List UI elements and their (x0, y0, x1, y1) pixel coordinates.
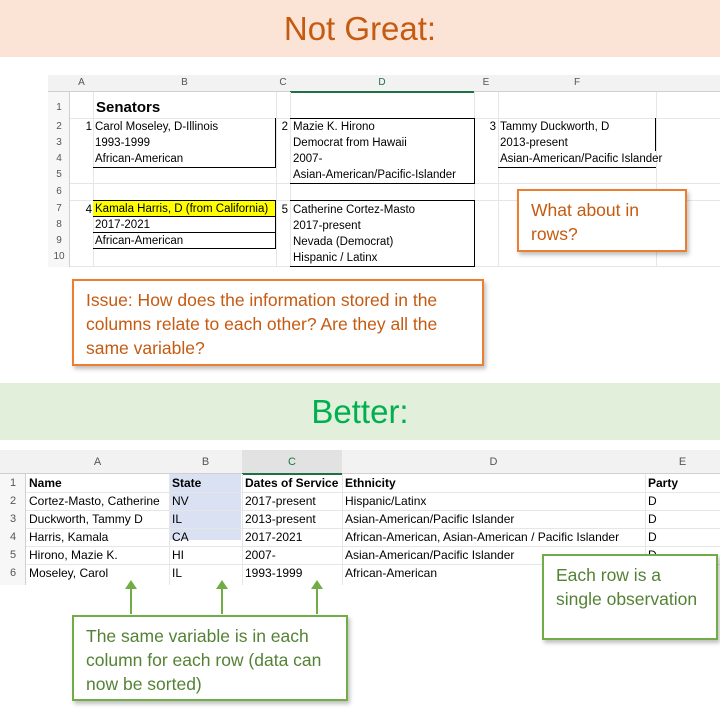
block3-line2[interactable]: 2013-present (500, 137, 568, 149)
rows-question-text: What about in rows? (531, 200, 639, 244)
cell-border (275, 118, 276, 168)
row-header-5[interactable]: 5 (56, 169, 62, 180)
cell-name[interactable]: Cortez-Masto, Catherine (29, 494, 160, 508)
cell-border (474, 200, 475, 267)
same-variable-callout (72, 615, 348, 701)
col-header-e[interactable]: E (482, 77, 490, 88)
col-header-a[interactable]: A (78, 77, 85, 88)
header-ethnicity[interactable]: Ethnicity (345, 476, 396, 490)
single-observation-callout (542, 554, 718, 640)
cell-name[interactable]: Hirono, Mazie K. (29, 548, 118, 562)
col-header-c[interactable]: C (279, 77, 287, 88)
cell-name[interactable]: Duckworth, Tammy D (29, 512, 143, 526)
row-header-5[interactable]: 5 (9, 549, 17, 561)
block4-line1-highlighted[interactable]: Kamala Harris, D (from California) (93, 201, 276, 217)
issue-text: Issue: How does the information stored in the columns relate to each other? Are they all the same variable? (86, 290, 438, 358)
gridline (242, 474, 243, 585)
cell-dates[interactable]: 2013-present (245, 512, 316, 526)
header-dates-of-service[interactable]: Dates of Service (245, 476, 339, 490)
cell-state[interactable]: NV (172, 494, 189, 508)
row-header-4[interactable]: 4 (9, 531, 17, 543)
cell-party[interactable]: D (648, 530, 657, 544)
block2-line2[interactable]: Democrat from Hawaii (293, 137, 407, 149)
cell-border (93, 216, 276, 217)
cell-party[interactable]: D (648, 512, 657, 526)
rows-question-callout (517, 189, 687, 252)
cell-name[interactable]: Harris, Kamala (29, 530, 109, 544)
col-header-d[interactable]: D (489, 456, 498, 468)
better-banner (0, 383, 720, 440)
up-arrow-icon (316, 588, 318, 614)
cell-state[interactable]: IL (172, 566, 183, 580)
cell-border (290, 200, 474, 201)
row-header-6[interactable]: 6 (9, 567, 17, 579)
cell-border (290, 118, 474, 119)
same-variable-text: The same variable is in each column for each row (data can now be sorted) (86, 626, 322, 694)
cell-dates[interactable]: 2017-present (245, 494, 316, 508)
cell-ethnicity[interactable]: Asian-American/Pacific Islander (345, 548, 515, 562)
cell-dates[interactable]: 1993-1999 (245, 566, 303, 580)
cell-ethnicity[interactable]: Hispanic/Latinx (345, 494, 427, 508)
block5-line4[interactable]: Hispanic / Latinx (293, 252, 378, 264)
cell-border (290, 183, 475, 184)
cell-dates[interactable]: 2017-2021 (245, 530, 303, 544)
gridline (342, 474, 343, 585)
cell-border (655, 118, 656, 151)
row-header-8[interactable]: 8 (56, 219, 62, 230)
block5-line1[interactable]: Catherine Cortez-Masto (293, 204, 416, 216)
row-header-1[interactable]: 1 (56, 102, 62, 113)
block2-line3[interactable]: 2007- (293, 153, 323, 165)
block-number-3[interactable]: 3 (489, 121, 496, 133)
col-header-b[interactable]: B (201, 456, 210, 468)
not-great-banner (0, 0, 720, 57)
block5-line3[interactable]: Nevada (Democrat) (293, 236, 394, 248)
cell-border (474, 118, 475, 184)
row-header-2[interactable]: 2 (9, 495, 17, 507)
cell-state[interactable]: HI (172, 548, 184, 562)
row-header-4[interactable]: 4 (56, 153, 62, 164)
header-name[interactable]: Name (29, 476, 62, 490)
block2-line1[interactable]: Mazie K. Hirono (293, 121, 375, 133)
row-header-9[interactable]: 9 (56, 235, 62, 246)
block-number-5[interactable]: 5 (281, 204, 288, 216)
cell-name[interactable]: Moseley, Carol (29, 566, 109, 580)
gridline (169, 474, 170, 585)
row-header-1[interactable]: 1 (9, 477, 17, 489)
col-header-d[interactable]: D (290, 75, 474, 93)
header-party[interactable]: Party (648, 476, 679, 490)
cell-dates[interactable]: 2007- (245, 548, 276, 562)
block3-line1[interactable]: Tammy Duckworth, D (500, 121, 610, 133)
row-header-7[interactable]: 7 (56, 203, 62, 214)
row-header-10[interactable]: 10 (53, 251, 65, 262)
block1-line3[interactable]: African-American (95, 153, 184, 165)
col-header-b[interactable]: B (181, 77, 188, 88)
row-header-3[interactable]: 3 (56, 137, 62, 148)
col-header-c[interactable]: C (242, 450, 342, 475)
cell-state[interactable]: IL (172, 512, 183, 526)
cell-border (93, 200, 276, 201)
block4-line2[interactable]: 2017-2021 (95, 219, 150, 231)
row-header-6[interactable]: 6 (56, 186, 62, 197)
row-header-3[interactable]: 3 (9, 513, 17, 525)
col-header-e[interactable]: E (678, 456, 687, 468)
block1-line2[interactable]: 1993-1999 (95, 137, 150, 149)
cell-border (93, 248, 276, 249)
block3-line3[interactable]: Asian-American/Pacific Islander (500, 153, 663, 165)
cell-border (93, 232, 276, 233)
block1-line1[interactable]: Carol Moseley, D-Illinois (95, 121, 219, 133)
col-header-f[interactable]: F (573, 77, 581, 88)
issue-callout (72, 279, 484, 366)
better-title: Better: (311, 392, 409, 430)
block5-line2[interactable]: 2017-present (293, 220, 361, 232)
cell-state[interactable]: CA (172, 530, 189, 544)
cell-border (275, 200, 276, 249)
block-number-2[interactable]: 2 (281, 121, 288, 133)
single-observation-text: Each row is a single observation (556, 565, 698, 609)
col-header-a[interactable]: A (93, 456, 102, 468)
header-state[interactable]: State (172, 476, 202, 490)
cell-border (498, 167, 656, 168)
cell-ethnicity[interactable]: African-American (345, 566, 438, 580)
block2-line4[interactable]: Asian-American/Pacific-Islander (293, 169, 456, 181)
cell-border (290, 266, 475, 267)
cell-ethnicity[interactable]: African-American, Asian-American / Pacific Islander (345, 530, 620, 544)
up-arrow-icon (221, 588, 223, 614)
block-number-4[interactable]: 4 (85, 204, 92, 216)
block4-line3[interactable]: African-American (95, 235, 184, 247)
not-great-title: Not Great: (283, 9, 437, 47)
cell-border (93, 167, 276, 168)
block-number-1[interactable]: 1 (85, 121, 92, 133)
cell-ethnicity[interactable]: Asian-American/Pacific Islander (345, 512, 515, 526)
row-header-2[interactable]: 2 (56, 121, 62, 132)
cell-party[interactable]: D (648, 494, 657, 508)
senators-title[interactable]: Senators (96, 99, 161, 116)
up-arrow-icon (130, 588, 132, 614)
